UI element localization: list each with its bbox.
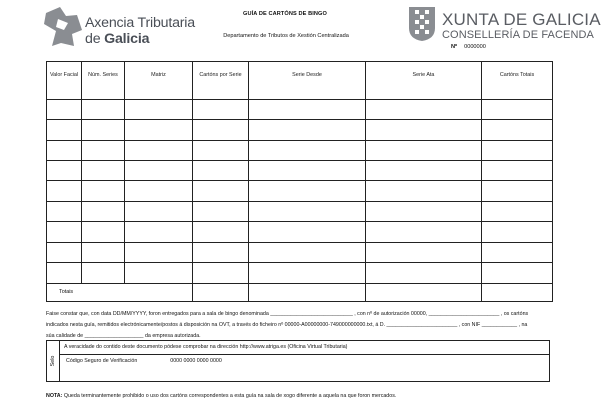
xunta-logo (408, 5, 601, 45)
agency-name-line1: Axencia Tributaria (85, 15, 195, 31)
verification-box (46, 340, 550, 382)
document-number (451, 44, 486, 50)
seal-label: Selo (50, 355, 56, 367)
table-row (47, 263, 553, 283)
verification-text: A veracidade do contido deste documento pódese comprobar na dirección http://www.atriga.es (Oficina Virtual Tributaria) (64, 344, 348, 350)
table-row (47, 181, 553, 201)
delivery-statement (46, 309, 554, 343)
seal-label-cell (47, 341, 60, 381)
statement-line: súa calidade de ____________________ da empresa autorizada. (46, 333, 201, 340)
table-row (47, 201, 553, 221)
statement-line: indicados nesta guía, remitidos electrónicamente/postos á disposición na OVT, a través do ficheiro nº 00000-A00000000-749000000000.txt, á D. ________________________ , con NIF ____________ , na (46, 322, 528, 329)
document-title: GUÍA DE CARTÓNS DE BINGO (243, 11, 327, 17)
csv-row (66, 358, 222, 364)
column-header-cards-per-series: Cartóns por Serie (193, 62, 249, 100)
column-header-series-from: Serie Desde (249, 62, 366, 100)
table-row (47, 242, 553, 262)
document-subtitle: Departamento de Tributos de Xestión Centralizada (223, 33, 349, 39)
totals-row (47, 283, 553, 301)
table-row (47, 160, 553, 180)
table-row (47, 222, 553, 242)
statement-line: Faise constar que, con data DD/MM/YYYY, foron entregados para a sala de bingo denominada ____________________________ , con nº de autorización 00000, ________________________ , os cartóns (46, 311, 529, 317)
divider (59, 354, 549, 355)
note-label: NOTA: (46, 393, 63, 399)
note-text: Queda terminantemente prohibido o uso dos cartóns correspondentes a esta guía na sala de xogo diferente a aquela na que foron mercados. (62, 393, 397, 399)
csv-value: 0000 0000 0000 0000 (170, 358, 222, 364)
cards-table (46, 61, 553, 302)
column-header-total-cards: Cartóns Totais (482, 62, 553, 100)
csv-label: Código Seguro de Verificación (66, 358, 138, 364)
table-header-row (47, 62, 553, 100)
column-header-series-to: Serie Ata (366, 62, 482, 100)
agency-name-line2: de Galicia (85, 31, 150, 47)
conselleria-name: CONSELLERÍA DE FACENDA (442, 29, 594, 41)
document-number-value: 0000000 (464, 44, 486, 50)
atriga-logo-icon (44, 7, 84, 47)
xunta-name: XUNTA DE GALICIA (442, 10, 601, 29)
document-number-label: Nº (451, 44, 458, 50)
column-header-num-series: Núm. Series (82, 62, 125, 100)
column-header-matrix: Matriz (125, 62, 193, 100)
atriga-logo (44, 6, 219, 46)
totals-label: Totais (47, 283, 193, 301)
table-row (47, 99, 553, 119)
table-row (47, 140, 553, 160)
column-header-face-value: Valor Facial (47, 62, 82, 100)
totals-value-cell[interactable] (482, 283, 553, 301)
xunta-shield-icon (408, 6, 436, 42)
table-row (47, 120, 553, 140)
footer-note (46, 393, 396, 399)
